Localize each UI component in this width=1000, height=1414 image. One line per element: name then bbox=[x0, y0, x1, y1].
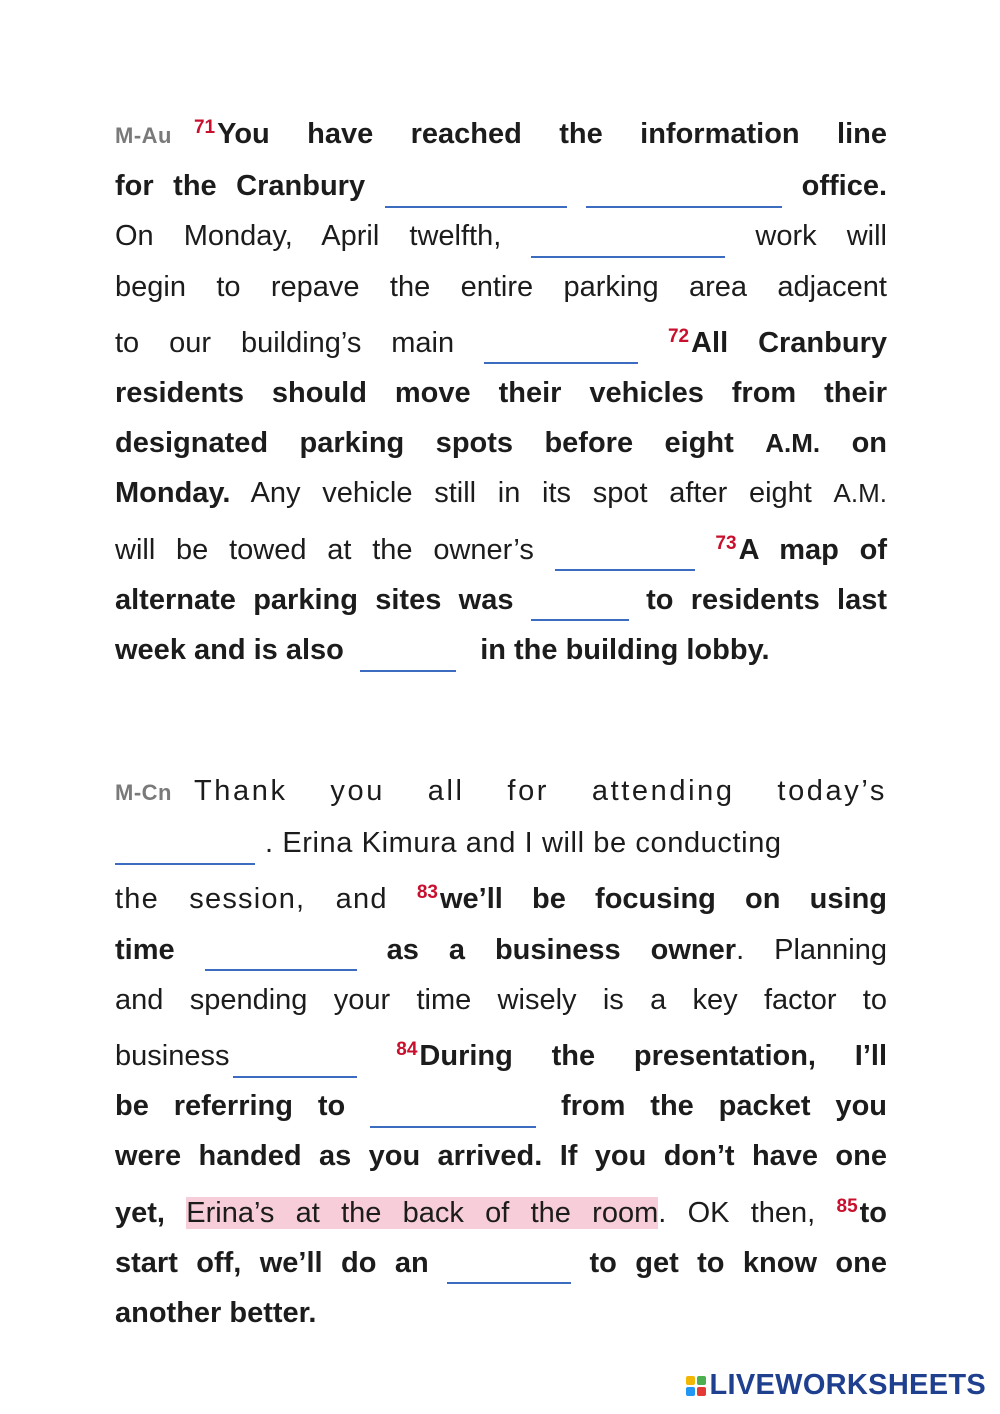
text: time bbox=[115, 933, 175, 966]
text: residents should move their vehicles from their bbox=[115, 377, 887, 410]
blank-input-1[interactable] bbox=[385, 180, 567, 208]
speaker-label: M-Au bbox=[115, 123, 172, 148]
blank-input-7[interactable] bbox=[360, 644, 456, 672]
blank-input-9[interactable] bbox=[205, 943, 357, 971]
text: Any vehicle still in its spot after eight bbox=[250, 477, 812, 510]
text: A map of bbox=[738, 533, 888, 566]
text: week and is also bbox=[115, 634, 344, 667]
blank-input-10[interactable] bbox=[233, 1050, 357, 1078]
logo-text: LIVEWORKSHEETS bbox=[709, 1369, 986, 1401]
text: will be towed at the owner’s bbox=[115, 533, 534, 566]
text: were handed as you arrived. If you don’t have one bbox=[115, 1140, 887, 1173]
text: During the presentation, I’ll bbox=[419, 1040, 887, 1073]
text: the session, and bbox=[115, 883, 388, 916]
blank-input-2[interactable] bbox=[586, 180, 782, 208]
text: Thank you all for attending today’s bbox=[193, 775, 887, 807]
text: . OK then, bbox=[658, 1196, 816, 1229]
blank-input-6[interactable] bbox=[531, 593, 629, 621]
liveworksheets-logo bbox=[686, 1369, 987, 1402]
text: On Monday, April twelfth, bbox=[115, 220, 502, 253]
text: be referring to bbox=[115, 1090, 346, 1123]
blank-input-8[interactable] bbox=[115, 837, 255, 865]
text: as a business owner bbox=[386, 933, 737, 966]
text: and spending your time wisely is a key factor to bbox=[115, 983, 887, 1016]
question-number: 83 bbox=[416, 882, 438, 904]
text: in the building lobby. bbox=[480, 634, 770, 667]
passage-83-85 bbox=[115, 766, 887, 1338]
text: . Planning bbox=[736, 933, 887, 966]
question-number: 73 bbox=[715, 532, 737, 554]
passage-71-73 bbox=[115, 103, 887, 675]
text: to get to know one bbox=[589, 1246, 887, 1279]
text: All Cranbury bbox=[691, 326, 887, 359]
speaker-label: M-Cn bbox=[115, 780, 172, 805]
text: on bbox=[851, 427, 887, 460]
question-number: 85 bbox=[836, 1195, 858, 1217]
text: A.M. bbox=[765, 428, 821, 459]
text: for the Cranbury bbox=[115, 170, 366, 203]
logo-mark-icon bbox=[686, 1376, 706, 1396]
blank-input-11[interactable] bbox=[370, 1100, 536, 1128]
text: begin to repave the entire parking area adjacent bbox=[115, 270, 887, 303]
text: start off, we’ll do an bbox=[115, 1246, 429, 1279]
text: Monday. bbox=[115, 477, 231, 510]
text: designated parking spots before eight bbox=[115, 427, 734, 460]
question-number: 84 bbox=[396, 1039, 418, 1061]
text: we’ll be focusing on using bbox=[439, 883, 887, 916]
text: alternate parking sites was bbox=[115, 583, 514, 616]
text: to residents last bbox=[646, 583, 887, 616]
text: yet, bbox=[115, 1196, 165, 1229]
blank-input-12[interactable] bbox=[447, 1256, 571, 1284]
question-number: 72 bbox=[667, 325, 690, 347]
text: to our building’s main bbox=[115, 326, 455, 359]
text: work will bbox=[755, 220, 887, 253]
text: A.M. bbox=[833, 478, 887, 509]
blank-input-5[interactable] bbox=[555, 543, 695, 571]
text: to bbox=[859, 1196, 888, 1229]
blank-input-3[interactable] bbox=[531, 230, 725, 258]
blank-input-4[interactable] bbox=[484, 336, 638, 364]
text: another better. bbox=[115, 1297, 317, 1330]
text: . Erina Kimura and I will be conducting bbox=[265, 827, 782, 860]
question-number: 71 bbox=[193, 117, 216, 138]
text: office. bbox=[801, 170, 888, 203]
text: business bbox=[115, 1040, 230, 1073]
highlighted-text: Erina’s at the back of the room bbox=[186, 1196, 659, 1229]
text: You have reached the information line bbox=[217, 118, 887, 150]
text: from the packet you bbox=[560, 1090, 887, 1123]
